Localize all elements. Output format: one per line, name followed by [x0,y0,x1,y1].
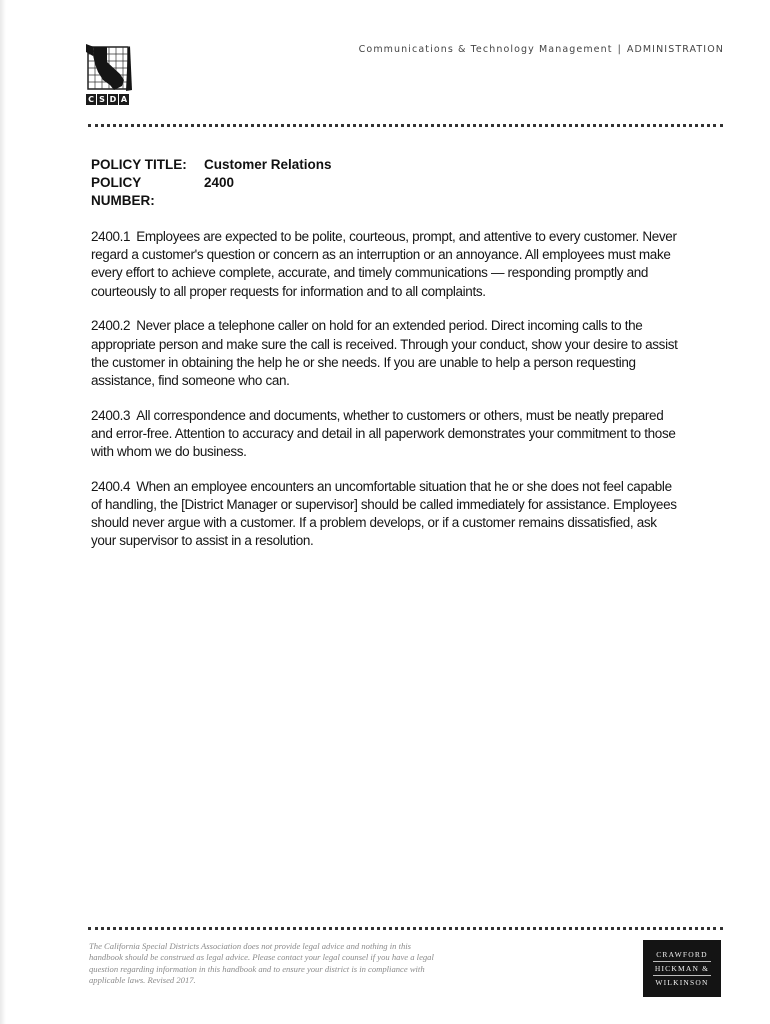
policy-number-row [91,174,332,210]
policy-section [91,407,681,462]
logo-letter: C [86,94,96,105]
top-dotted-rule [88,124,723,127]
header-section: ADMINISTRATION [626,44,724,55]
policy-title-row [91,156,332,174]
footer-disclaimer: The California Special Districts Association does not provide legal advice and nothing in this handbook should be construed as legal advice. Please contact your legal counsel if you have a legal question regarding information in this handbook and to ensure your district is in compliance with applicable laws. Revised 2017. [89,941,434,986]
firm-logo-divider [653,961,711,962]
firm-logo-line: CRAWFORD [656,950,708,959]
bottom-dotted-rule [88,927,723,930]
policy-number-label: POLICY NUMBER: [91,175,155,208]
scan-edge-shadow [0,0,6,1024]
california-map-icon [86,44,132,92]
law-firm-logo [643,940,721,997]
policy-section [91,228,681,301]
section-number: 2400.1 [91,229,131,244]
header-department: Communications & Technology Management [358,44,613,55]
section-text: When an employee encounters an uncomfortable situation that he or she does not feel capable of handling, the [District Manager or supervisor] should be called immediately for assistance. Employees should never argue with a customer. If a problem develops, or if a customer remains dissatisfied, ask your supervisor to assist in a resolution. [91,478,677,549]
policy-heading [91,156,332,210]
running-header [359,44,724,55]
section-text: Employees are expected to be polite, courteous, prompt, and attentive to every customer. Never regard a customer's question or concern as an interruption or an annoyance. All employees must make every effort to achieve complete, accurate, and timely communications — responding promptly and courteously to all proper requests for information and to all complaints. [91,229,677,299]
firm-logo-divider [653,975,711,976]
logo-letter: A [120,95,128,104]
firm-logo-line: WILKINSON [655,978,709,987]
logo-letter: S [97,94,107,105]
section-text: All correspondence and documents, whether to customers or others, must be neatly prepared and error-free. Attention to accuracy and detail in all paperwork demonstrates your commitment to those with whom we do business. [91,407,676,460]
header-separator: | [617,44,622,55]
section-text: Never place a telephone caller on hold for an extended period. Direct incoming calls to the appropriate person and make sure the call is received. Through your conduct, show your desire to assist the customer in obtaining the help he or she needs. If you are unable to help a person requesting assistance, find someone who can. [91,318,678,388]
csda-wordmark [86,94,129,105]
policy-body [91,228,681,567]
policy-section [91,478,681,551]
policy-title-label: POLICY TITLE: [91,157,187,172]
csda-logo [86,44,132,106]
section-number: 2400.2 [91,318,131,334]
section-number: 2400.4 [91,478,131,494]
policy-number-value: 2400 [204,175,235,190]
firm-logo-line: HICKMAN & [654,964,710,973]
logo-letter: D [109,95,117,104]
policy-section [91,317,681,390]
section-number: 2400.3 [91,407,131,423]
policy-title-value: Customer Relations [204,157,332,172]
